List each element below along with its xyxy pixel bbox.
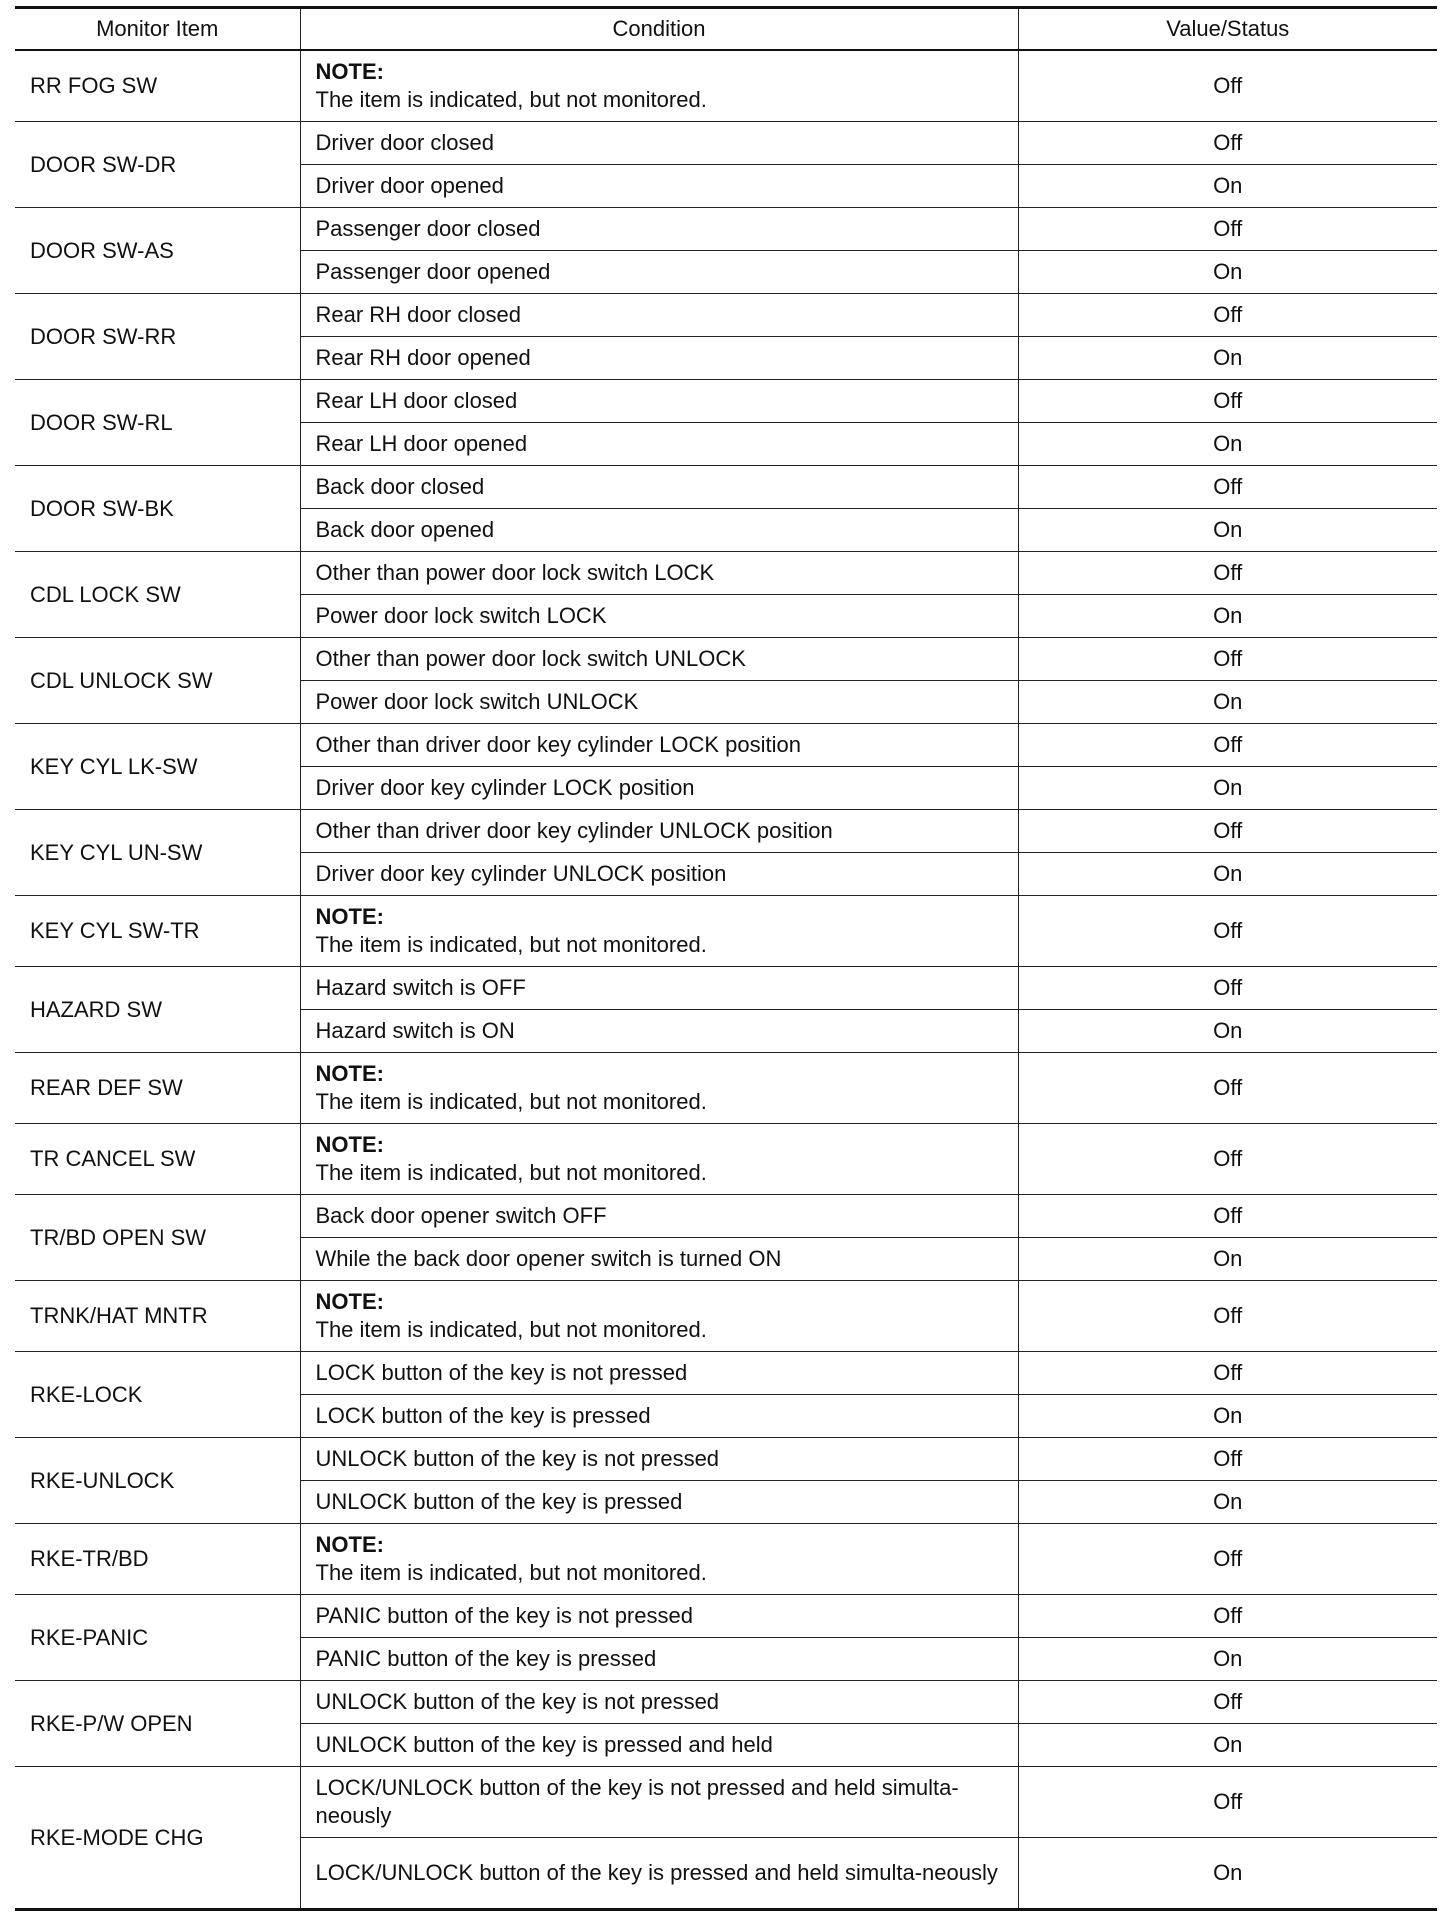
value-status: Off — [1018, 1524, 1437, 1595]
monitor-item: REAR DEF SW — [15, 1053, 300, 1124]
condition-note — [300, 50, 1018, 122]
monitor-item: KEY CYL SW-TR — [15, 896, 300, 967]
table-row — [15, 1595, 1437, 1638]
monitor-item: DOOR SW-BK — [15, 466, 300, 552]
table-row — [15, 1524, 1437, 1595]
table-row — [15, 967, 1437, 1010]
condition-note — [300, 1281, 1018, 1352]
monitor-item: RKE-PANIC — [15, 1595, 300, 1681]
condition: Other than power door lock switch LOCK — [300, 552, 1018, 595]
table-row — [15, 552, 1437, 595]
condition: Hazard switch is OFF — [300, 967, 1018, 1010]
value-status: Off — [1018, 1352, 1437, 1395]
condition: Back door opened — [300, 509, 1018, 552]
monitor-item: KEY CYL UN-SW — [15, 810, 300, 896]
condition: Driver door closed — [300, 122, 1018, 165]
condition: Passenger door opened — [300, 251, 1018, 294]
table-body — [15, 50, 1437, 1910]
value-status: Off — [1018, 552, 1437, 595]
monitor-item: TR CANCEL SW — [15, 1124, 300, 1195]
table-row — [15, 638, 1437, 681]
note-text: The item is indicated, but not monitored. — [315, 1560, 707, 1585]
monitor-item: DOOR SW-RL — [15, 380, 300, 466]
monitor-table — [15, 6, 1437, 1911]
table-row — [15, 810, 1437, 853]
value-status: On — [1018, 1638, 1437, 1681]
condition: Rear LH door opened — [300, 423, 1018, 466]
value-status: Off — [1018, 50, 1437, 122]
value-status: On — [1018, 767, 1437, 810]
header-value-status: Value/Status — [1018, 8, 1437, 51]
value-status: Off — [1018, 1681, 1437, 1724]
monitor-item: RKE-LOCK — [15, 1352, 300, 1438]
monitor-item: HAZARD SW — [15, 967, 300, 1053]
condition: Other than driver door key cylinder UNLOCK position — [300, 810, 1018, 853]
condition: PANIC button of the key is pressed — [300, 1638, 1018, 1681]
condition: While the back door opener switch is turned ON — [300, 1238, 1018, 1281]
monitor-item: TR/BD OPEN SW — [15, 1195, 300, 1281]
condition: PANIC button of the key is not pressed — [300, 1595, 1018, 1638]
value-status: Off — [1018, 967, 1437, 1010]
condition: Driver door key cylinder LOCK position — [300, 767, 1018, 810]
note-text: The item is indicated, but not monitored. — [315, 87, 707, 112]
table-row — [15, 380, 1437, 423]
condition: Rear RH door closed — [300, 294, 1018, 337]
condition: Passenger door closed — [300, 208, 1018, 251]
note-label: NOTE: — [315, 1061, 384, 1086]
value-status: Off — [1018, 380, 1437, 423]
table-row — [15, 1281, 1437, 1352]
condition-note — [300, 1524, 1018, 1595]
monitor-item: CDL UNLOCK SW — [15, 638, 300, 724]
value-status: Off — [1018, 810, 1437, 853]
monitor-item: RKE-UNLOCK — [15, 1438, 300, 1524]
note-text: The item is indicated, but not monitored. — [315, 1160, 707, 1185]
note-label: NOTE: — [315, 1132, 384, 1157]
header-condition: Condition — [300, 8, 1018, 51]
condition: UNLOCK button of the key is pressed and held — [300, 1724, 1018, 1767]
monitor-item: DOOR SW-AS — [15, 208, 300, 294]
condition: Rear RH door opened — [300, 337, 1018, 380]
note-text: The item is indicated, but not monitored. — [315, 1089, 707, 1114]
condition: LOCK/UNLOCK button of the key is not pressed and held simulta-neously — [300, 1767, 1018, 1838]
value-status: On — [1018, 165, 1437, 208]
table-row — [15, 50, 1437, 122]
table-row — [15, 294, 1437, 337]
condition: UNLOCK button of the key is pressed — [300, 1481, 1018, 1524]
value-status: Off — [1018, 294, 1437, 337]
condition: Back door opener switch OFF — [300, 1195, 1018, 1238]
value-status: Off — [1018, 1281, 1437, 1352]
value-status: Off — [1018, 1195, 1437, 1238]
monitor-item: DOOR SW-DR — [15, 122, 300, 208]
value-status: On — [1018, 1481, 1437, 1524]
condition: Power door lock switch UNLOCK — [300, 681, 1018, 724]
value-status: On — [1018, 509, 1437, 552]
condition: Driver door opened — [300, 165, 1018, 208]
value-status: Off — [1018, 1053, 1437, 1124]
value-status: On — [1018, 681, 1437, 724]
monitor-item: CDL LOCK SW — [15, 552, 300, 638]
value-status: Off — [1018, 1595, 1437, 1638]
value-status: On — [1018, 853, 1437, 896]
monitor-item: RKE-MODE CHG — [15, 1767, 300, 1910]
condition: UNLOCK button of the key is not pressed — [300, 1681, 1018, 1724]
table-row — [15, 1124, 1437, 1195]
value-status: On — [1018, 1838, 1437, 1910]
monitor-item: RKE-TR/BD — [15, 1524, 300, 1595]
monitor-item: RKE-P/W OPEN — [15, 1681, 300, 1767]
value-status: Off — [1018, 638, 1437, 681]
condition: Other than power door lock switch UNLOCK — [300, 638, 1018, 681]
condition: Rear LH door closed — [300, 380, 1018, 423]
condition: Back door closed — [300, 466, 1018, 509]
value-status: On — [1018, 595, 1437, 638]
note-label: NOTE: — [315, 904, 384, 929]
condition: LOCK button of the key is not pressed — [300, 1352, 1018, 1395]
table-row — [15, 1681, 1437, 1724]
value-status: Off — [1018, 724, 1437, 767]
value-status: On — [1018, 337, 1437, 380]
table-row — [15, 466, 1437, 509]
value-status: Off — [1018, 466, 1437, 509]
condition-note — [300, 1124, 1018, 1195]
value-status: Off — [1018, 896, 1437, 967]
table-row — [15, 1438, 1437, 1481]
condition: Other than driver door key cylinder LOCK position — [300, 724, 1018, 767]
note-label: NOTE: — [315, 1532, 384, 1557]
condition: LOCK button of the key is pressed — [300, 1395, 1018, 1438]
condition: Power door lock switch LOCK — [300, 595, 1018, 638]
condition: Driver door key cylinder UNLOCK position — [300, 853, 1018, 896]
value-status: On — [1018, 1395, 1437, 1438]
table-row — [15, 1195, 1437, 1238]
note-label: NOTE: — [315, 59, 384, 84]
value-status: Off — [1018, 1124, 1437, 1195]
value-status: Off — [1018, 1767, 1437, 1838]
condition-note — [300, 896, 1018, 967]
table-row — [15, 1053, 1437, 1124]
table-row — [15, 208, 1437, 251]
header-monitor-item: Monitor Item — [15, 8, 300, 51]
value-status: On — [1018, 1238, 1437, 1281]
value-status: On — [1018, 251, 1437, 294]
condition: Hazard switch is ON — [300, 1010, 1018, 1053]
monitor-item: RR FOG SW — [15, 50, 300, 122]
value-status: On — [1018, 423, 1437, 466]
table-row — [15, 896, 1437, 967]
table-row — [15, 122, 1437, 165]
table-row — [15, 1352, 1437, 1395]
value-status: Off — [1018, 1438, 1437, 1481]
value-status: On — [1018, 1724, 1437, 1767]
value-status: On — [1018, 1010, 1437, 1053]
condition: UNLOCK button of the key is not pressed — [300, 1438, 1018, 1481]
condition: LOCK/UNLOCK button of the key is pressed and held simulta-neously — [300, 1838, 1018, 1910]
value-status: Off — [1018, 208, 1437, 251]
table-row — [15, 724, 1437, 767]
header-row — [15, 8, 1437, 51]
monitor-item: TRNK/HAT MNTR — [15, 1281, 300, 1352]
note-label: NOTE: — [315, 1289, 384, 1314]
note-text: The item is indicated, but not monitored. — [315, 1317, 707, 1342]
monitor-item: KEY CYL LK-SW — [15, 724, 300, 810]
note-text: The item is indicated, but not monitored. — [315, 932, 707, 957]
condition-note — [300, 1053, 1018, 1124]
table-row — [15, 1767, 1437, 1838]
value-status: Off — [1018, 122, 1437, 165]
monitor-item: DOOR SW-RR — [15, 294, 300, 380]
